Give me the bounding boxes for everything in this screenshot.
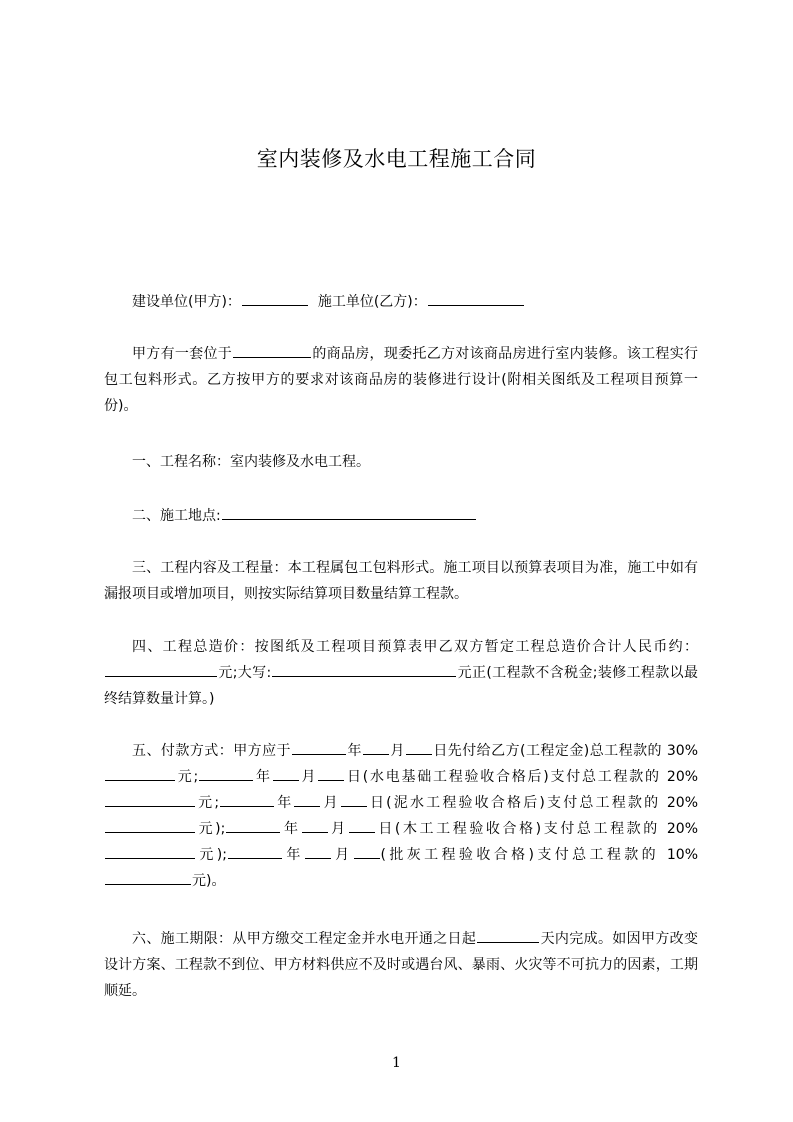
s6-text-b: 天内完成。如因甲方改变设计方案、工程款不到位、甲方材料供应不及时或遇台风、暴雨、火灾等不可抗力的因素，工期顺延。 (104, 931, 699, 999)
blank (363, 739, 389, 755)
price-number-blank (105, 661, 217, 677)
parties-line (104, 289, 698, 315)
blank (341, 791, 367, 807)
blank (105, 791, 195, 807)
month-label: 月 (299, 769, 318, 785)
section-1-project-name: 一、工程名称：室内装修及水电工程。 (132, 454, 370, 470)
page-number: 1 (392, 1055, 401, 1071)
s5-text-c: 日(水电基础工程验收合格后)支付总工程款的 20% (345, 769, 699, 785)
blank (228, 843, 282, 859)
blank (105, 765, 175, 781)
s4-text-c: 元正(工程款不含税金;装修工程款以最终结算数量计算。) (104, 665, 698, 707)
blank (220, 791, 274, 807)
intro-text-1: 甲方有一套位于 (132, 346, 233, 362)
blank (105, 843, 195, 859)
yuan-sep: 元; (176, 769, 199, 785)
s5-text-b: 日先付给乙方(工程定金)总工程款的 30% (432, 743, 699, 759)
s5-text-d: 日(泥水工程验收合格后)支付总工程款的 20% (367, 795, 699, 811)
contractor-blank (428, 290, 524, 306)
s5-text-e: 日(木工工程验收合格)支付总工程款的 20% (375, 821, 699, 837)
price-words-blank (272, 661, 456, 677)
blank (406, 739, 432, 755)
blank (199, 765, 253, 781)
year-label: 年 (281, 821, 301, 837)
intro-paragraph (104, 341, 698, 419)
owner-blank (242, 290, 308, 306)
blank (226, 817, 280, 833)
blank (305, 843, 331, 859)
property-location-blank (233, 342, 311, 358)
s6-text-a: 六、施工期限：从甲方缴交工程定金并水电开通之日起 (132, 931, 477, 947)
section-4-total-price (104, 634, 698, 712)
contractor-label: 施工单位(乙方)： (317, 294, 427, 310)
year-label: 年 (347, 743, 362, 759)
blank (105, 817, 195, 833)
month-label: 月 (331, 847, 353, 863)
s4-text-a: 四、工程总造价：按图纸及工程项目预算表甲乙双方暂定工程总造价合计人民币约： (132, 639, 698, 655)
blank (349, 817, 375, 833)
blank (273, 765, 299, 781)
year-label: 年 (254, 769, 272, 785)
section-6-duration (104, 926, 698, 1004)
blank (302, 817, 328, 833)
section-3-scope: 三、工程内容及工程量：本工程属包工包料形式。施工项目以预算表项目为准，施工中如有漏报项目或增加项目，则按实际结算项目数量结算工程款。 (104, 560, 698, 602)
blank (294, 791, 320, 807)
paren-sep: 元); (196, 821, 226, 837)
month-label: 月 (389, 743, 405, 759)
blank (292, 739, 346, 755)
intro-text-2: 的商品房，现委托乙方对该商品房进行室内装修。该工程实行包工包料形式。乙方按甲方的要求对该商品房的装修进行设计(附相关图纸及工程项目预算一份)。 (104, 346, 699, 414)
year-label: 年 (282, 847, 304, 863)
duration-days-blank (477, 927, 539, 943)
site-blank (222, 504, 476, 520)
s5-text-f: (批灰工程验收合格)支付总工程款的 10% (380, 847, 699, 863)
blank (105, 869, 191, 885)
section-2-label: 二、施工地点: (132, 508, 221, 524)
s5-text-a: 五、付款方式：甲方应于 (132, 743, 292, 759)
yuan-sep: 元; (196, 795, 220, 811)
document-title: 室内装修及水电工程施工合同 (256, 147, 537, 171)
paren-sep: 元); (196, 847, 227, 863)
s5-end: 元)。 (192, 873, 226, 889)
blank (318, 765, 344, 781)
section-5-payment (104, 738, 698, 894)
blank (354, 843, 380, 859)
year-label: 年 (275, 795, 294, 811)
owner-label: 建设单位(甲方)： (132, 294, 241, 310)
month-label: 月 (328, 821, 348, 837)
s4-text-b: 元;大写: (218, 665, 272, 681)
month-label: 月 (321, 795, 340, 811)
section-2-site (104, 503, 698, 529)
